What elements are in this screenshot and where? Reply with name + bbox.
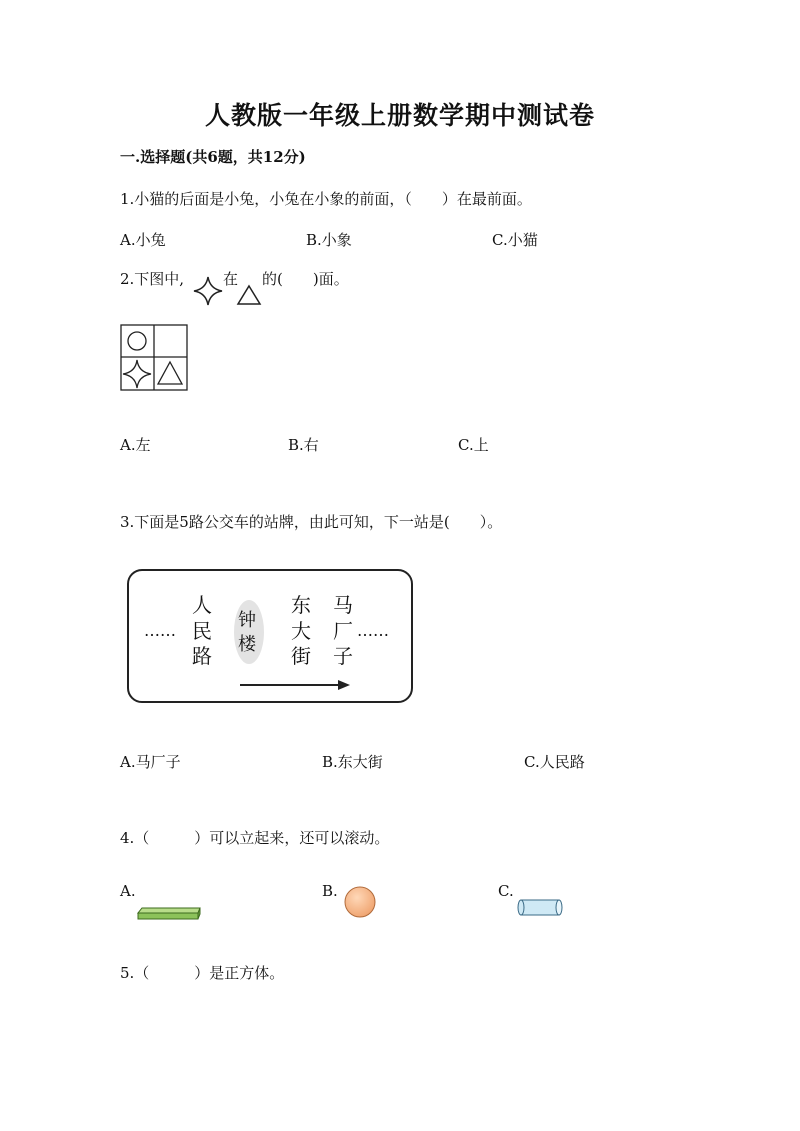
page-title: 人教版一年级上册数学期中测试卷 — [204, 101, 595, 130]
sign-stop-dongdajie — [291, 593, 311, 668]
grid-star-icon — [123, 360, 151, 388]
question-1-option-a[interactable]: A.小兔 — [120, 231, 166, 249]
question-3-option-c[interactable]: C.人民路 — [524, 753, 585, 771]
svg-text:子: 子 — [333, 644, 353, 668]
sign-stop-machangzi — [333, 593, 353, 668]
sphere-ball-icon — [343, 885, 377, 919]
cuboid-bar-icon — [136, 905, 204, 921]
svg-text:民: 民 — [192, 619, 212, 643]
question-2-text-part1: 2.下图中, — [120, 270, 185, 288]
cylinder-tube-icon — [517, 898, 565, 918]
sign-dots-left: …… — [144, 621, 176, 640]
question-4-text: 4.（ ）可以立起来，还可以滚动。 — [120, 829, 390, 847]
triangle-shape-icon — [236, 284, 262, 306]
svg-text:大: 大 — [291, 619, 311, 643]
bus-stop-sign — [126, 568, 414, 704]
question-5-text: 5.（ ）是正方体。 — [120, 964, 285, 982]
svg-text:人: 人 — [192, 593, 212, 617]
svg-text:马: 马 — [333, 593, 353, 617]
section-heading: 一.选择题(共6题，共12分) — [120, 148, 306, 166]
position-grid-figure — [120, 324, 190, 392]
svg-text:路: 路 — [192, 644, 212, 668]
question-2-text-part3: 的( )面。 — [262, 270, 349, 288]
grid-circle-icon — [128, 332, 146, 350]
question-1-option-c[interactable]: C.小猫 — [492, 231, 538, 249]
question-2-option-b[interactable]: B.右 — [288, 436, 319, 454]
star-shape-icon — [193, 276, 223, 306]
question-3-text: 3.下面是5路公交车的站牌，由此可知，下一站是( ）。 — [120, 513, 503, 531]
question-1-option-b[interactable]: B.小象 — [306, 231, 352, 249]
question-2-option-a[interactable]: A.左 — [120, 436, 151, 454]
svg-text:钟: 钟 — [238, 610, 256, 631]
question-1-text: 1.小猫的后面是小兔，小兔在小象的前面，（ ）在最前面。 — [120, 190, 532, 208]
svg-text:东: 东 — [291, 593, 311, 617]
svg-text:楼: 楼 — [238, 634, 256, 655]
svg-text:街: 街 — [291, 644, 311, 668]
sign-stop-renminlu — [192, 593, 212, 668]
question-3-option-a[interactable]: A.马厂子 — [120, 753, 181, 771]
svg-text:厂: 厂 — [333, 619, 353, 643]
question-4-option-a[interactable]: A. — [120, 882, 136, 900]
grid-triangle-icon — [158, 362, 182, 384]
question-2-option-c[interactable]: C.上 — [458, 436, 489, 454]
question-2-text-part2: 在 — [223, 270, 239, 288]
question-3-option-b[interactable]: B.东大街 — [322, 753, 383, 771]
question-4-option-b[interactable]: B. — [322, 882, 338, 900]
question-4-option-c[interactable]: C. — [498, 882, 514, 900]
sign-dots-right: …… — [357, 621, 389, 640]
